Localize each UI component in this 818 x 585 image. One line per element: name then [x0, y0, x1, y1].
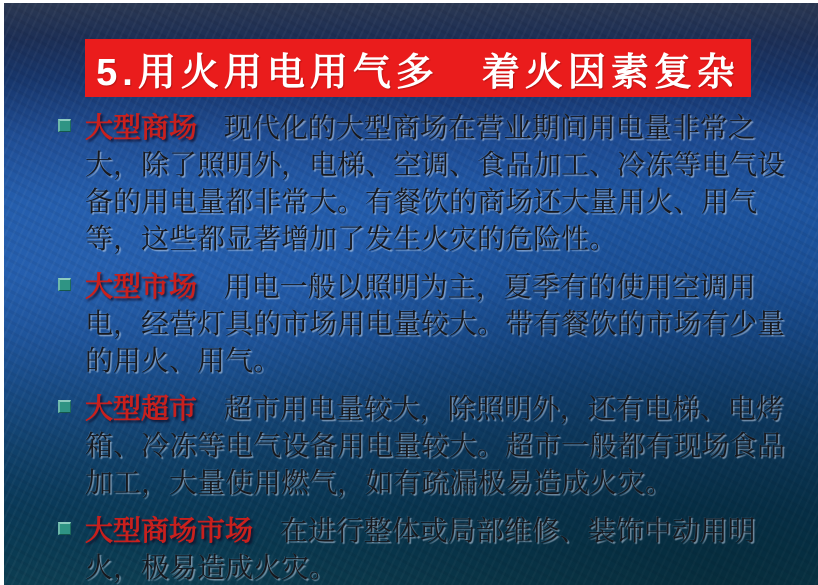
list-item	[57, 268, 797, 379]
list-item	[57, 512, 797, 585]
page-title: 5.用火用电用气多 着火因素复杂	[96, 51, 740, 94]
bullet-list	[57, 109, 797, 585]
square-bullet-icon	[58, 522, 71, 535]
bullet-lead-supermarket: 大型超市	[85, 393, 198, 424]
title-banner	[85, 39, 751, 97]
bullet-body-supermarket: 超市用电量较大，除照明外，还有电梯、电烤箱、冷冻等电气设备用电量较大。超市一般都有现场食品加工，大量使用燃气，如有疏漏极易造成火灾。	[85, 393, 786, 498]
bullet-body-mall-market: 在进行整体或局部维修、装饰中动用明火，极易造成火灾。	[85, 515, 756, 583]
square-bullet-icon	[58, 278, 71, 291]
list-item	[57, 390, 797, 501]
bullet-lead-mall: 大型商场	[85, 112, 198, 143]
bullet-body-market: 用电一般以照明为主，夏季有的使用空调用电，经营灯具的市场用电量较大。带有餐饮的市场有少量的用火、用气。	[85, 271, 786, 376]
list-item	[57, 109, 797, 257]
bullet-body-mall: 现代化的大型商场在营业期间用电量非常之大，除了照明外，电梯、空调、食品加工、冷冻等电气设备的用电量都非常大。有餐饮的商场还大量用火、用气等，这些都显著增加了发生火灾的危险性。	[85, 112, 786, 254]
bullet-lead-mall-market: 大型商场市场	[85, 515, 254, 546]
square-bullet-icon	[58, 119, 71, 132]
square-bullet-icon	[58, 400, 71, 413]
bullet-lead-market: 大型市场	[85, 271, 198, 302]
slide-content	[57, 109, 797, 585]
